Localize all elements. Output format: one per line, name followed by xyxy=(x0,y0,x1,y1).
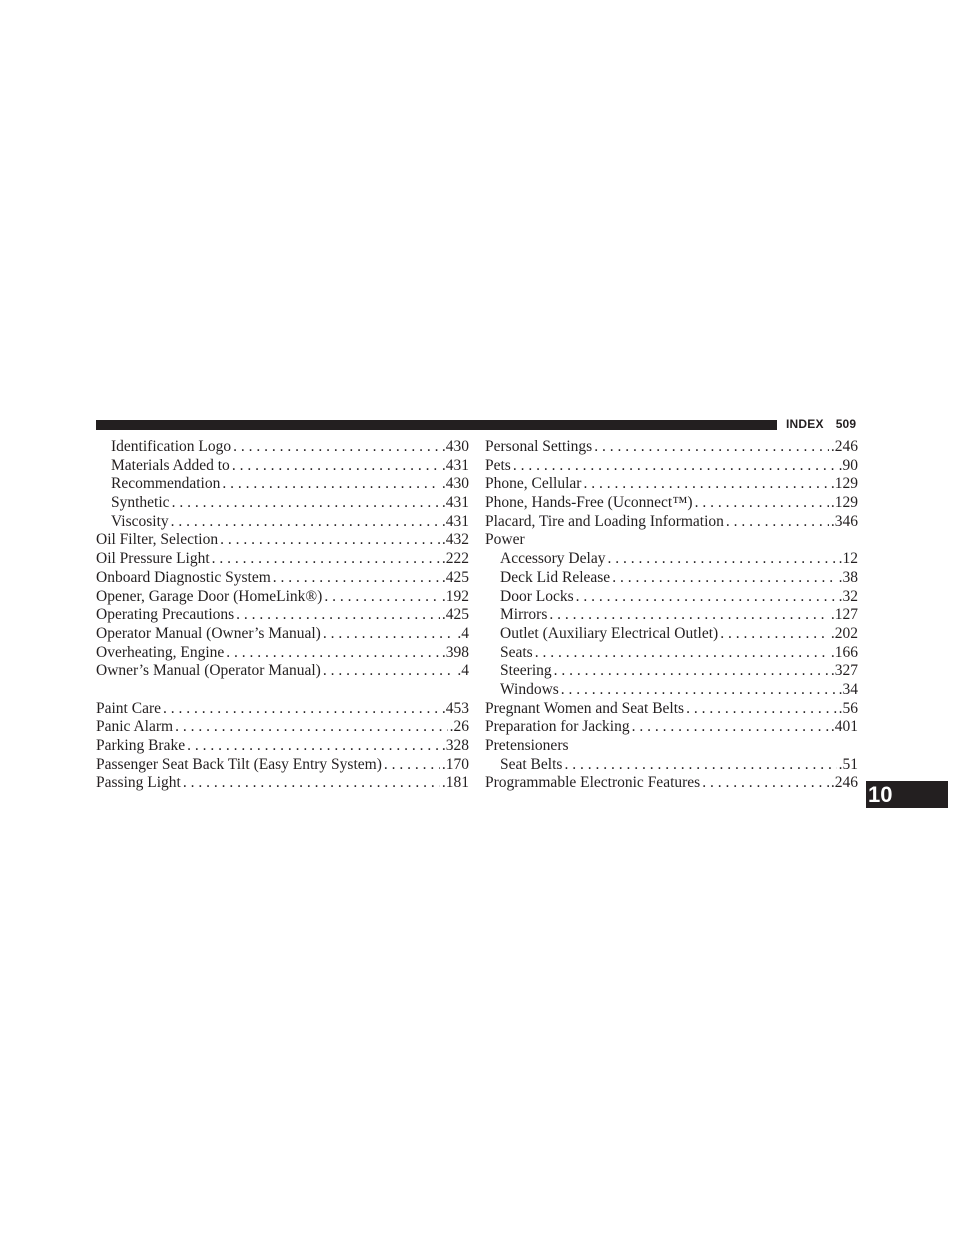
index-entry xyxy=(485,681,858,700)
index-entry xyxy=(485,438,858,457)
entry-label: Mirrors xyxy=(500,606,548,624)
dot-leader xyxy=(226,644,440,663)
entry-label: Seat Belts xyxy=(500,755,563,773)
index-entry xyxy=(96,606,469,625)
index-entry xyxy=(96,700,469,719)
index-heading xyxy=(485,737,858,756)
index-entry xyxy=(485,700,858,719)
index-heading xyxy=(485,531,858,550)
entry-label: Operating Precautions xyxy=(96,606,235,624)
index-entry xyxy=(485,756,858,775)
entry-page: .129 xyxy=(830,494,858,512)
entry-page: .181 xyxy=(441,774,469,792)
index-column-right xyxy=(485,438,858,793)
entry-label: Owner’s Manual (Operator Manual) xyxy=(96,662,321,680)
entry-label: Phone, Hands-Free (Uconnect™) xyxy=(485,494,693,512)
entry-label: Recommendation xyxy=(111,475,221,493)
entry-page: .401 xyxy=(830,718,858,736)
entry-page: .129 xyxy=(830,475,858,493)
entry-label: Personal Settings xyxy=(485,438,593,455)
index-entry xyxy=(96,475,469,494)
index-entry xyxy=(96,494,469,513)
entry-label: Pregnant Women and Seat Belts xyxy=(485,699,685,717)
entry-page: .4 xyxy=(457,662,469,680)
dot-leader xyxy=(576,588,837,607)
entry-page: .328 xyxy=(441,737,469,754)
entry-label: Programmable Electronic Features xyxy=(485,774,701,792)
entry-page: .26 xyxy=(449,718,469,736)
entry-page: .166 xyxy=(830,643,858,661)
index-entry xyxy=(485,475,858,494)
dot-leader xyxy=(513,457,837,476)
dot-leader xyxy=(607,550,836,569)
entry-page: .246 xyxy=(830,774,858,792)
dot-leader xyxy=(561,681,837,700)
dot-leader xyxy=(163,700,440,719)
entry-page: .431 xyxy=(441,456,469,474)
dot-leader xyxy=(172,494,440,513)
entry-page: .346 xyxy=(830,512,858,530)
dot-leader xyxy=(323,625,456,644)
entry-label: Accessory Delay xyxy=(500,550,606,568)
index-entry xyxy=(96,569,469,588)
dot-leader xyxy=(233,438,440,457)
entry-label: Passenger Seat Back Tilt (Easy Entry System) xyxy=(96,755,382,773)
index-entry xyxy=(96,718,469,737)
index-entry xyxy=(485,718,858,737)
entry-page: .56 xyxy=(838,699,858,717)
dot-leader xyxy=(686,700,837,719)
dot-leader xyxy=(232,457,440,476)
running-header xyxy=(786,417,856,431)
index-entry xyxy=(485,457,858,476)
dot-leader xyxy=(384,756,440,775)
entry-label: Door Locks xyxy=(500,587,574,605)
dot-leader xyxy=(632,718,829,737)
dot-leader xyxy=(323,662,456,681)
entry-label: Pets xyxy=(485,456,511,474)
entry-page: .431 xyxy=(441,494,469,512)
dot-leader xyxy=(554,662,829,681)
entry-page: .38 xyxy=(838,568,858,586)
entry-label: Pretensioners xyxy=(485,737,569,754)
entry-label: Windows xyxy=(500,680,559,698)
entry-page: .432 xyxy=(441,531,469,549)
dot-leader xyxy=(175,718,448,737)
index-entry xyxy=(485,588,858,607)
entry-page: .12 xyxy=(838,550,858,568)
index-entry xyxy=(96,737,469,756)
entry-label: Phone, Cellular xyxy=(485,475,582,493)
index-entry xyxy=(96,644,469,663)
dot-leader xyxy=(535,644,829,663)
chapter-tab: 10 xyxy=(866,781,948,808)
entry-page: .170 xyxy=(441,755,469,773)
entry-label: Seats xyxy=(500,643,533,661)
dot-leader xyxy=(564,756,836,775)
entry-page: .202 xyxy=(830,624,858,642)
dot-leader xyxy=(720,625,829,644)
index-entry xyxy=(485,569,858,588)
entry-label: Passing Light xyxy=(96,774,181,792)
index-entry xyxy=(96,662,469,681)
index-entry xyxy=(485,494,858,513)
entry-label: Deck Lid Release xyxy=(500,568,611,586)
entry-page: .425 xyxy=(441,568,469,586)
entry-label: Oil Filter, Selection xyxy=(96,531,219,549)
entry-page: .430 xyxy=(441,475,469,493)
entry-label: Onboard Diagnostic System xyxy=(96,568,271,586)
page-number: 509 xyxy=(835,417,857,431)
entry-label: Viscosity xyxy=(111,512,169,530)
dot-leader xyxy=(702,774,829,793)
index-entry xyxy=(485,606,858,625)
entry-label: Steering xyxy=(500,662,552,680)
entry-label: Preparation for Jacking xyxy=(485,718,630,736)
entry-label: Placard, Tire and Loading Information xyxy=(485,512,724,530)
index-entry xyxy=(485,513,858,532)
index-entry xyxy=(96,774,469,793)
entry-label: Synthetic xyxy=(111,494,170,512)
dot-leader xyxy=(183,774,440,793)
header-rule xyxy=(96,420,777,430)
entry-label: Overheating, Engine xyxy=(96,643,225,661)
entry-label: Outlet (Auxiliary Electrical Outlet) xyxy=(500,624,719,642)
entry-page: .51 xyxy=(838,755,858,773)
index-entry xyxy=(96,457,469,476)
entry-page: .398 xyxy=(441,643,469,661)
index-entry xyxy=(96,438,469,457)
entry-page: .246 xyxy=(830,438,858,455)
entry-label: Paint Care xyxy=(96,699,161,717)
dot-leader xyxy=(695,494,829,513)
entry-page: .90 xyxy=(838,456,858,474)
index-entry xyxy=(485,625,858,644)
entry-label: Identification Logo xyxy=(111,438,232,455)
entry-page: .4 xyxy=(457,624,469,642)
index-entry xyxy=(485,774,858,793)
entry-page: .32 xyxy=(838,587,858,605)
index-entry xyxy=(96,531,469,550)
entry-page: .453 xyxy=(441,699,469,717)
entry-page: .222 xyxy=(441,550,469,568)
dot-leader xyxy=(220,531,440,550)
entry-page: .430 xyxy=(441,438,469,455)
index-entry xyxy=(485,644,858,663)
entry-label: Oil Pressure Light xyxy=(96,550,210,568)
index-entry xyxy=(96,513,469,532)
section-title: INDEX xyxy=(786,417,824,431)
dot-leader xyxy=(187,737,440,756)
entry-page: .192 xyxy=(441,587,469,605)
entry-label: Parking Brake xyxy=(96,737,186,754)
dot-leader xyxy=(324,588,440,607)
entry-page: .327 xyxy=(830,662,858,680)
entry-page: .425 xyxy=(441,606,469,624)
index-entry xyxy=(96,625,469,644)
index-entry xyxy=(485,550,858,569)
dot-leader xyxy=(171,513,440,532)
entry-gap xyxy=(96,681,469,700)
index-entry xyxy=(485,662,858,681)
dot-leader xyxy=(273,569,440,588)
index-entry xyxy=(96,588,469,607)
dot-leader xyxy=(594,438,829,457)
entry-label: Panic Alarm xyxy=(96,718,174,736)
dot-leader xyxy=(236,606,440,625)
index-entry xyxy=(96,550,469,569)
entry-label: Operator Manual (Owner’s Manual) xyxy=(96,624,321,642)
dot-leader xyxy=(726,513,829,532)
index-column-left xyxy=(96,438,469,793)
index-entry xyxy=(96,756,469,775)
entry-page: .127 xyxy=(830,606,858,624)
dot-leader xyxy=(212,550,440,569)
entry-label: Materials Added to xyxy=(111,456,230,474)
dot-leader xyxy=(222,475,440,494)
entry-page: .34 xyxy=(838,680,858,698)
entry-label: Opener, Garage Door (HomeLink®) xyxy=(96,587,323,605)
dot-leader xyxy=(583,475,828,494)
entry-page: .431 xyxy=(441,512,469,530)
dot-leader xyxy=(549,606,829,625)
entry-label: Power xyxy=(485,531,525,549)
dot-leader xyxy=(612,569,836,588)
